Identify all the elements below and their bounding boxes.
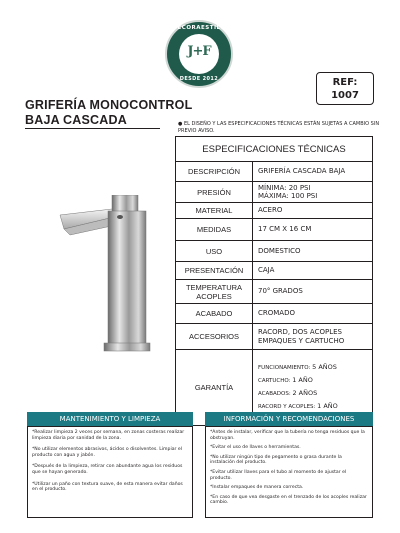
spec-value: CROMADO: [253, 304, 373, 324]
warranty-line: ACABADOS: 2 AÑOS: [258, 389, 318, 397]
faucet-image: [50, 195, 155, 360]
ref-number: 1007: [331, 90, 359, 101]
spec-value-line: RACORD, DOS ACOPLES: [258, 328, 342, 336]
disclaimer-note: ● EL DISEÑO Y LAS ESPECIFICACIONES TÉCNICAS ESTÁN SUJETAS A CAMBIO SIN PREVIO AVISO.: [178, 121, 380, 134]
spec-key: MATERIAL: [176, 203, 253, 219]
warranty-line: RACORD Y ACOPLES: 1 AÑO: [258, 402, 338, 410]
info-header: INFORMACIÓN Y RECOMENDACIONES: [205, 412, 373, 426]
title-underline: [25, 128, 160, 129]
info-item: *No utilizar ningún tipo de pegamento o grasa durante la instalación del producto.: [210, 454, 342, 466]
specs-table: [175, 136, 373, 426]
spec-value: 17 CM X 16 CM: [253, 219, 373, 241]
spec-key-line: TEMPERATURA: [185, 282, 243, 292]
maintenance-item: *Después de la limpieza, retirar con abundante agua los residuos que se hayan generado.: [32, 464, 183, 475]
spec-key-line: ACOPLES: [196, 291, 232, 301]
spec-key: PRESENTACIÓN: [176, 262, 253, 280]
spec-row-acabado: [176, 304, 373, 324]
logo-ring-bottom-text: DESDE 2012: [179, 76, 219, 82]
spec-row-temperatura: [176, 280, 373, 304]
spec-row-medidas: [176, 219, 373, 241]
info-item: *Evitar utilizar llaves para el tubo al momento de ajustar el producto.: [210, 469, 347, 481]
logo-ring-top-text: DECORAESTILO: [172, 25, 226, 31]
info-item: *Instalar empaques de manera correcta.: [210, 485, 304, 491]
info-item: *Evitar el uso de llaves o herramientas.: [210, 445, 301, 451]
spec-value-line: EMPAQUES Y CARTUCHO: [258, 336, 345, 345]
brand-logo: [165, 20, 233, 88]
ref-label: REF:: [332, 77, 358, 88]
reference-badge: [316, 72, 374, 105]
spec-key: ACCESORIOS: [176, 324, 253, 350]
logo-center: [179, 34, 219, 74]
spec-key: USO: [176, 241, 253, 262]
spec-key: DESCRIPCIÓN: [176, 162, 253, 182]
info-item: *Antes de instalar, verificar que la tubería no tenga residuos que la obstruyan.: [210, 430, 365, 441]
spec-row-material: [176, 203, 373, 219]
spec-value: [253, 182, 373, 203]
spec-key: PRESIÓN: [176, 182, 253, 203]
warranty-line: FUNCIONAMIENTO: 5 AÑOS: [258, 363, 337, 371]
spec-value: CAJA: [253, 262, 373, 280]
maintenance-box: [27, 426, 193, 518]
spec-value: [253, 324, 373, 350]
maintenance-item: *Realizar limpieza 2 veces por semana, en zonas costeras realizar limpieza diaria por sanidad de la zona.: [32, 430, 185, 441]
spec-value: DOMESTICO: [253, 241, 373, 262]
maintenance-header: MANTENIMIENTO Y LIMPIEZA: [27, 412, 193, 426]
spec-value: GRIFERÍA CASCADA BAJA: [253, 162, 373, 182]
spec-value: 70° GRADOS: [253, 280, 373, 304]
maintenance-item: *No utilizar elementos abrasivos, ácidos o disolventes. Limpiar el producto con agua y jabón.: [32, 447, 182, 458]
spec-key: MEDIDAS: [176, 219, 253, 241]
spec-row-presentacion: [176, 262, 373, 280]
spec-key: GARANTÍA: [176, 350, 253, 426]
spec-value: ACERO: [253, 203, 373, 219]
product-title: [25, 98, 192, 128]
spec-row-descripcion: [176, 162, 373, 182]
title-line-1: GRIFERÍA MONOCONTROL: [25, 98, 193, 112]
warranty-line: CARTUCHO: 1 AÑO: [258, 376, 313, 384]
maintenance-item: *Utilizar un paño con textura suave, de esta manera evitar daños en el producto.: [32, 481, 183, 493]
spec-row-uso: [176, 241, 373, 262]
spec-row-accesorios: [176, 324, 373, 350]
title-line-2: BAJA CASCADA: [25, 113, 127, 127]
spec-value-line: MÁXIMA: 100 PSI: [258, 192, 318, 200]
spec-row-presion: [176, 182, 373, 203]
spec-value-line: MÍNIMA: 20 PSI: [258, 183, 311, 192]
info-box: [205, 426, 373, 518]
spec-key: ACABADO: [176, 304, 253, 324]
logo-mark: J+F: [187, 44, 211, 59]
specs-header: ESPECIFICACIONES TÉCNICAS: [176, 137, 373, 162]
info-item: *En caso de que vea desgaste en el trenzado de los acoples realizar cambio.: [210, 494, 367, 506]
spec-key: [176, 280, 253, 304]
